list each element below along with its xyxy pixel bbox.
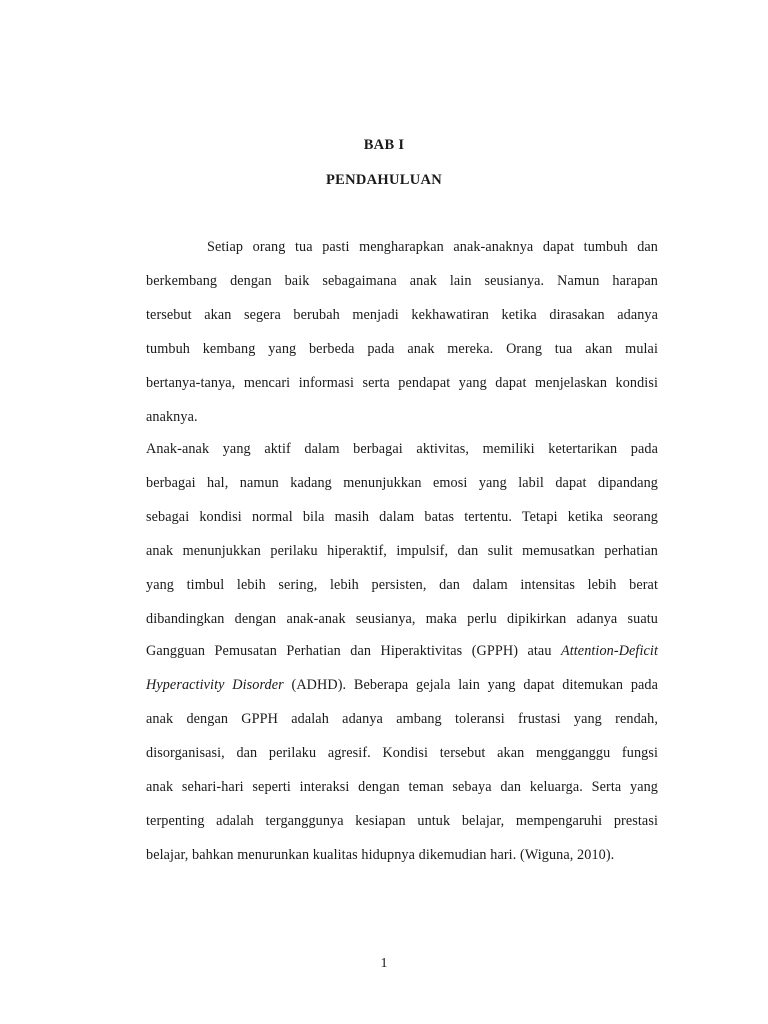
paragraph-2-line: sebagai kondisi normal bila masih dalam batas tertentu. Tetapi ketika seorang: [146, 509, 658, 525]
line-text: (ADHD). Beberapa gejala lain yang dapat ditemukan pada: [283, 677, 659, 693]
paragraph-2-line: berbagai hal, namun kadang menunjukkan emosi yang labil dapat dipandang: [146, 475, 658, 491]
paragraph-1-line: tumbuh kembang yang berbeda pada anak mereka. Orang tua akan mulai: [146, 341, 658, 357]
paragraph-2-line: dibandingkan dengan anak-anak seusianya, maka perlu dipikirkan adanya suatu: [146, 611, 658, 627]
paragraph-2-line: anak sehari-hari seperti interaksi dengan teman sebaya dan keluarga. Serta yang: [146, 779, 658, 795]
paragraph-2-line: yang timbul lebih sering, lebih persisten, dan dalam intensitas lebih berat: [146, 577, 658, 593]
chapter-number: BAB I: [363, 137, 405, 153]
italic-term: Hyperactivity Disorder: [146, 677, 284, 693]
paragraph-2-line: anak dengan GPPH adalah adanya ambang toleransi frustasi yang rendah,: [146, 711, 658, 727]
paragraph-2-line: anak menunjukkan perilaku hiperaktif, impulsif, dan sulit memusatkan perhatian: [146, 543, 658, 559]
paragraph-1-line: Setiap orang tua pasti mengharapkan anak-anaknya dapat tumbuh dan: [207, 239, 658, 255]
paragraph-1-line: berkembang dengan baik sebagaimana anak lain seusianya. Namun harapan: [146, 273, 658, 289]
paragraph-1-line: tersebut akan segera berubah menjadi kekhawatiran ketika dirasakan adanya: [146, 307, 658, 323]
paragraph-1-line: anaknya.: [146, 409, 198, 425]
paragraph-2-line: belajar, bahkan menurunkan kualitas hidupnya dikemudian hari. (Wiguna, 2010).: [146, 847, 615, 863]
line-text: Gangguan Pemusatan Perhatian dan Hiperaktivitas (GPPH) atau: [146, 643, 561, 659]
paragraph-2-line: Anak-anak yang aktif dalam berbagai aktivitas, memiliki ketertarikan pada: [146, 441, 658, 457]
chapter-title: PENDAHULUAN: [325, 172, 443, 188]
paragraph-2-line: [146, 676, 658, 694]
paragraph-2-line: disorganisasi, dan perilaku agresif. Kondisi tersebut akan mengganggu fungsi: [146, 745, 658, 761]
paragraph-2-line: terpenting adalah terganggunya kesiapan untuk belajar, mempengaruhi prestasi: [146, 813, 658, 829]
page-number: 1: [380, 956, 388, 971]
paragraph-1-line: bertanya-tanya, mencari informasi serta pendapat yang dapat menjelaskan kondisi: [146, 375, 658, 391]
paragraph-2-line: [146, 642, 658, 660]
italic-term: Attention-Deficit: [560, 643, 658, 659]
